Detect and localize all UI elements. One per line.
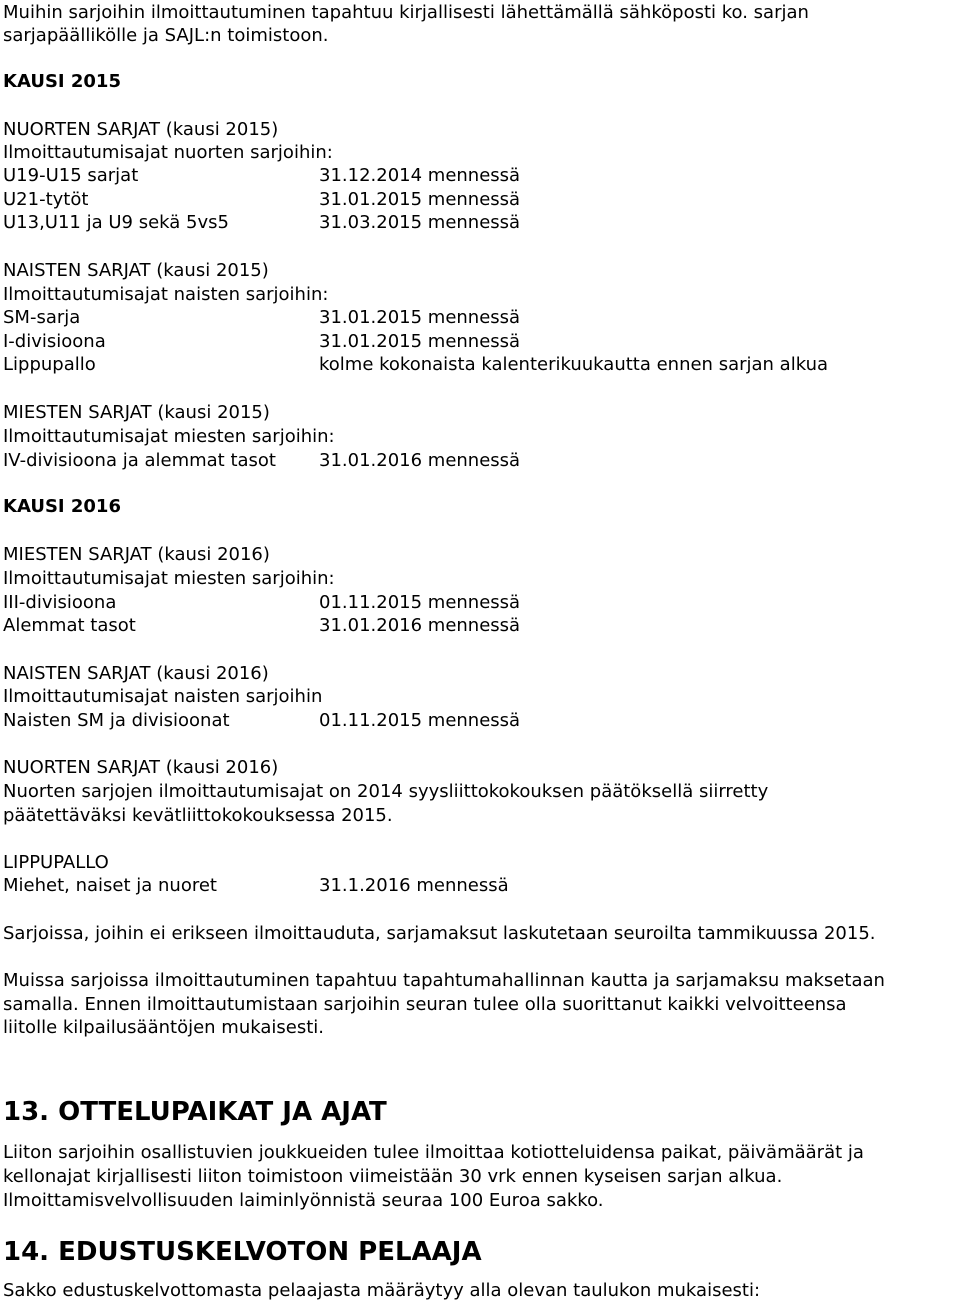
section-13-line-2: kellonajat kirjallisesti liiton toimistoon viimeistään 30 vrk ennen kyseisen sarjan alkua. (3, 1166, 783, 1187)
intro-line-2: sarjapäällikölle ja SAJL:n toimistoon. (3, 25, 329, 46)
men-2015-subheading: Ilmoittautumisajat miesten sarjoihin: (3, 426, 335, 447)
women-2015-row-label: SM-sarja (3, 307, 81, 328)
youth-2015-heading: NUORTEN SARJAT (kausi 2015) (3, 119, 279, 140)
note-paragraph-2-line-1: Muissa sarjoissa ilmoittautuminen tapahtuu tapahtumahallinnan kautta ja sarjamaksu maksetaan (3, 970, 885, 991)
youth-2015-row-label: U13,U11 ja U9 sekä 5vs5 (3, 212, 229, 233)
youth-2016-heading: NUORTEN SARJAT (kausi 2016) (3, 757, 279, 778)
men-2016-row-deadline: 01.11.2015 mennessä (319, 592, 521, 613)
youth-2016-text-1: Nuorten sarjojen ilmoittautumisajat on 2014 syysliittokokouksen päätöksellä siirretty (3, 781, 769, 802)
women-2016-row-label: Naisten SM ja divisioonat (3, 710, 230, 731)
section-13-heading: 13. OTTELUPAIKAT JA AJAT (3, 1097, 387, 1127)
men-2015-heading: MIESTEN SARJAT (kausi 2015) (3, 402, 270, 423)
season-2016-title: KAUSI 2016 (3, 496, 121, 517)
women-2015-row-deadline: kolme kokonaista kalenterikuukautta ennen sarjan alkua (319, 354, 829, 375)
women-2015-row-deadline: 31.01.2015 mennessä (319, 307, 521, 328)
men-2016-row-label: Alemmat tasot (3, 615, 136, 636)
section-14-line-1: Sakko edustuskelvottomasta pelaajasta määräytyy alla olevan taulukon mukaisesti: (3, 1280, 761, 1301)
note-paragraph-2-line-3: liitolle kilpailusääntöjen mukaisesti. (3, 1017, 324, 1038)
flag-heading: LIPPUPALLO (3, 852, 109, 873)
men-2016-subheading: Ilmoittautumisajat miesten sarjoihin: (3, 568, 335, 589)
men-2015-row-label: IV-divisioona ja alemmat tasot (3, 450, 276, 471)
men-2016-heading: MIESTEN SARJAT (kausi 2016) (3, 544, 270, 565)
youth-2015-row-deadline: 31.03.2015 mennessä (319, 212, 521, 233)
section-13-line-1: Liiton sarjoihin osallistuvien joukkueiden tulee ilmoittaa kotiotteluidensa paikat, päivämäärät ja (3, 1142, 864, 1163)
section-13-line-3: Ilmoittamisvelvollisuuden laiminlyönnistä seuraa 100 Euroa sakko. (3, 1190, 604, 1211)
women-2016-row-deadline: 01.11.2015 mennessä (319, 710, 521, 731)
women-2016-heading: NAISTEN SARJAT (kausi 2016) (3, 663, 269, 684)
men-2016-row-deadline: 31.01.2016 mennessä (319, 615, 521, 636)
women-2015-row-label: Lippupallo (3, 354, 96, 375)
flag-row-deadline: 31.1.2016 mennessä (319, 875, 509, 896)
note-paragraph-2-line-2: samalla. Ennen ilmoittautumistaan sarjoihin seuran tulee olla suorittanut kaikki velvoitteensa (3, 994, 847, 1015)
note-paragraph-1: Sarjoissa, joihin ei erikseen ilmoittauduta, sarjamaksut laskutetaan seuroilta tammikuussa 2015. (3, 923, 876, 944)
flag-row-label: Miehet, naiset ja nuoret (3, 875, 217, 896)
men-2015-row-deadline: 31.01.2016 mennessä (319, 450, 521, 471)
women-2015-row-label: I-divisioona (3, 331, 106, 352)
youth-2015-row-deadline: 31.12.2014 mennessä (319, 165, 521, 186)
women-2015-heading: NAISTEN SARJAT (kausi 2015) (3, 260, 269, 281)
intro-line-1: Muihin sarjoihin ilmoittautuminen tapahtuu kirjallisesti lähettämällä sähköposti ko. sarjan (3, 2, 809, 23)
section-14-heading: 14. EDUSTUSKELVOTON PELAAJA (3, 1237, 482, 1267)
season-2015-title: KAUSI 2015 (3, 71, 121, 92)
youth-2015-row-deadline: 31.01.2015 mennessä (319, 189, 521, 210)
women-2016-subheading: Ilmoittautumisajat naisten sarjoihin (3, 686, 323, 707)
youth-2016-text-2: päätettäväksi kevätliittokokouksessa 2015. (3, 805, 393, 826)
youth-2015-row-label: U19-U15 sarjat (3, 165, 139, 186)
youth-2015-subheading: Ilmoittautumisajat nuorten sarjoihin: (3, 142, 333, 163)
women-2015-row-deadline: 31.01.2015 mennessä (319, 331, 521, 352)
men-2016-row-label: III-divisioona (3, 592, 117, 613)
youth-2015-row-label: U21-tytöt (3, 189, 89, 210)
women-2015-subheading: Ilmoittautumisajat naisten sarjoihin: (3, 284, 329, 305)
